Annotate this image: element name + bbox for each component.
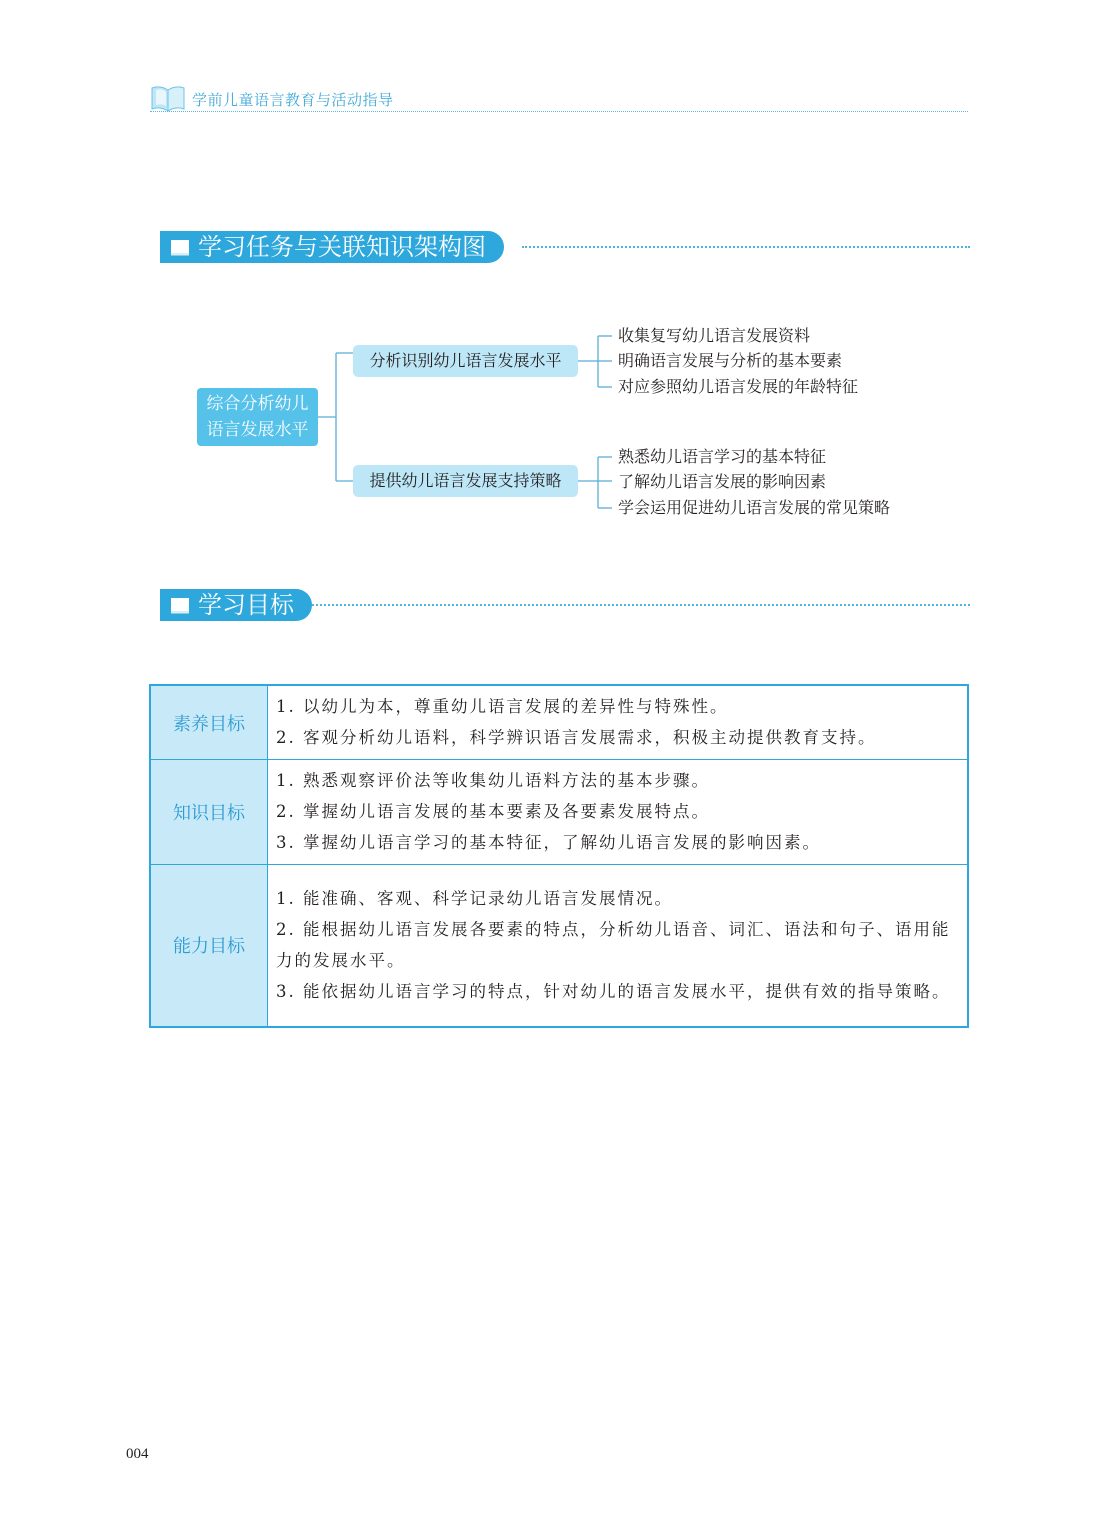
notebook-icon <box>170 239 190 256</box>
row-label: 能力目标 <box>150 865 268 1027</box>
learning-objectives-table <box>149 684 969 1028</box>
objective-item: 3. 掌握幼儿语言学习的基本特征，了解幼儿语言发展的影响因素。 <box>276 833 821 852</box>
objective-item: 2. 掌握幼儿语言发展的基本要素及各要素发展特点。 <box>276 802 710 821</box>
row-content <box>268 865 969 1027</box>
branch-node-support: 提供幼儿语言发展支持策略 <box>353 465 578 497</box>
table-row <box>150 685 968 760</box>
section-dotted-rule <box>522 246 970 248</box>
leaf-item: 学会运用促进幼儿语言发展的常见策略 <box>618 498 891 517</box>
notebook-icon <box>170 597 190 614</box>
book-title: 学前儿童语言教育与活动指导 <box>192 91 394 109</box>
objective-item: 1. 能准确、客观、科学记录幼儿语言发展情况。 <box>276 888 673 908</box>
objective-item: 3. 能依据幼儿语言学习的特点，针对幼儿的语言发展水平，提供有效的指导策略。 <box>276 981 951 1001</box>
objective-item: 2. 能根据幼儿语言发展各要素的特点，分析幼儿语音、词汇、语法和句子、语用能力的发展水平。 <box>276 919 951 970</box>
header-dotted-rule <box>150 111 968 112</box>
section-dotted-rule <box>312 604 970 606</box>
objective-item: 1. 熟悉观察评价法等收集幼儿语料方法的基本步骤。 <box>276 771 710 790</box>
mind-map-root-node <box>197 388 318 446</box>
running-header <box>150 84 968 114</box>
row-label: 知识目标 <box>150 760 268 865</box>
leaf-item: 收集复写幼儿语言发展资料 <box>618 326 811 345</box>
leaf-item: 对应参照幼儿语言发展的年龄特征 <box>618 377 859 396</box>
objective-item: 1. 以幼儿为本，尊重幼儿语言发展的差异性与特殊性。 <box>276 697 729 716</box>
row-label: 素养目标 <box>150 685 268 760</box>
section-title: 学习任务与关联知识架构图 <box>198 233 486 261</box>
page-number: 004 <box>126 1446 149 1462</box>
section-title-pill <box>160 589 312 621</box>
root-line-1: 综合分析幼儿 <box>206 394 309 414</box>
table-row <box>150 760 968 865</box>
branch-node-analyze: 分析识别幼儿语言发展水平 <box>353 345 578 377</box>
leaf-item: 熟悉幼儿语言学习的基本特征 <box>618 447 827 466</box>
section-title-pill <box>160 231 504 263</box>
root-line-2: 语言发展水平 <box>206 420 309 440</box>
objective-item: 2. 客观分析幼儿语料，科学辨识语言发展需求，积极主动提供教育支持。 <box>276 728 877 747</box>
leaf-item: 了解幼儿语言发展的影响因素 <box>618 472 827 491</box>
leaf-item: 明确语言发展与分析的基本要素 <box>618 351 843 370</box>
section-heading-knowledge-map <box>160 231 970 265</box>
section-heading-objectives <box>160 589 970 623</box>
row-content <box>268 685 969 760</box>
table-row <box>150 865 968 1027</box>
open-book-icon <box>150 84 186 112</box>
row-content <box>268 760 969 865</box>
section-title: 学习目标 <box>198 591 294 619</box>
